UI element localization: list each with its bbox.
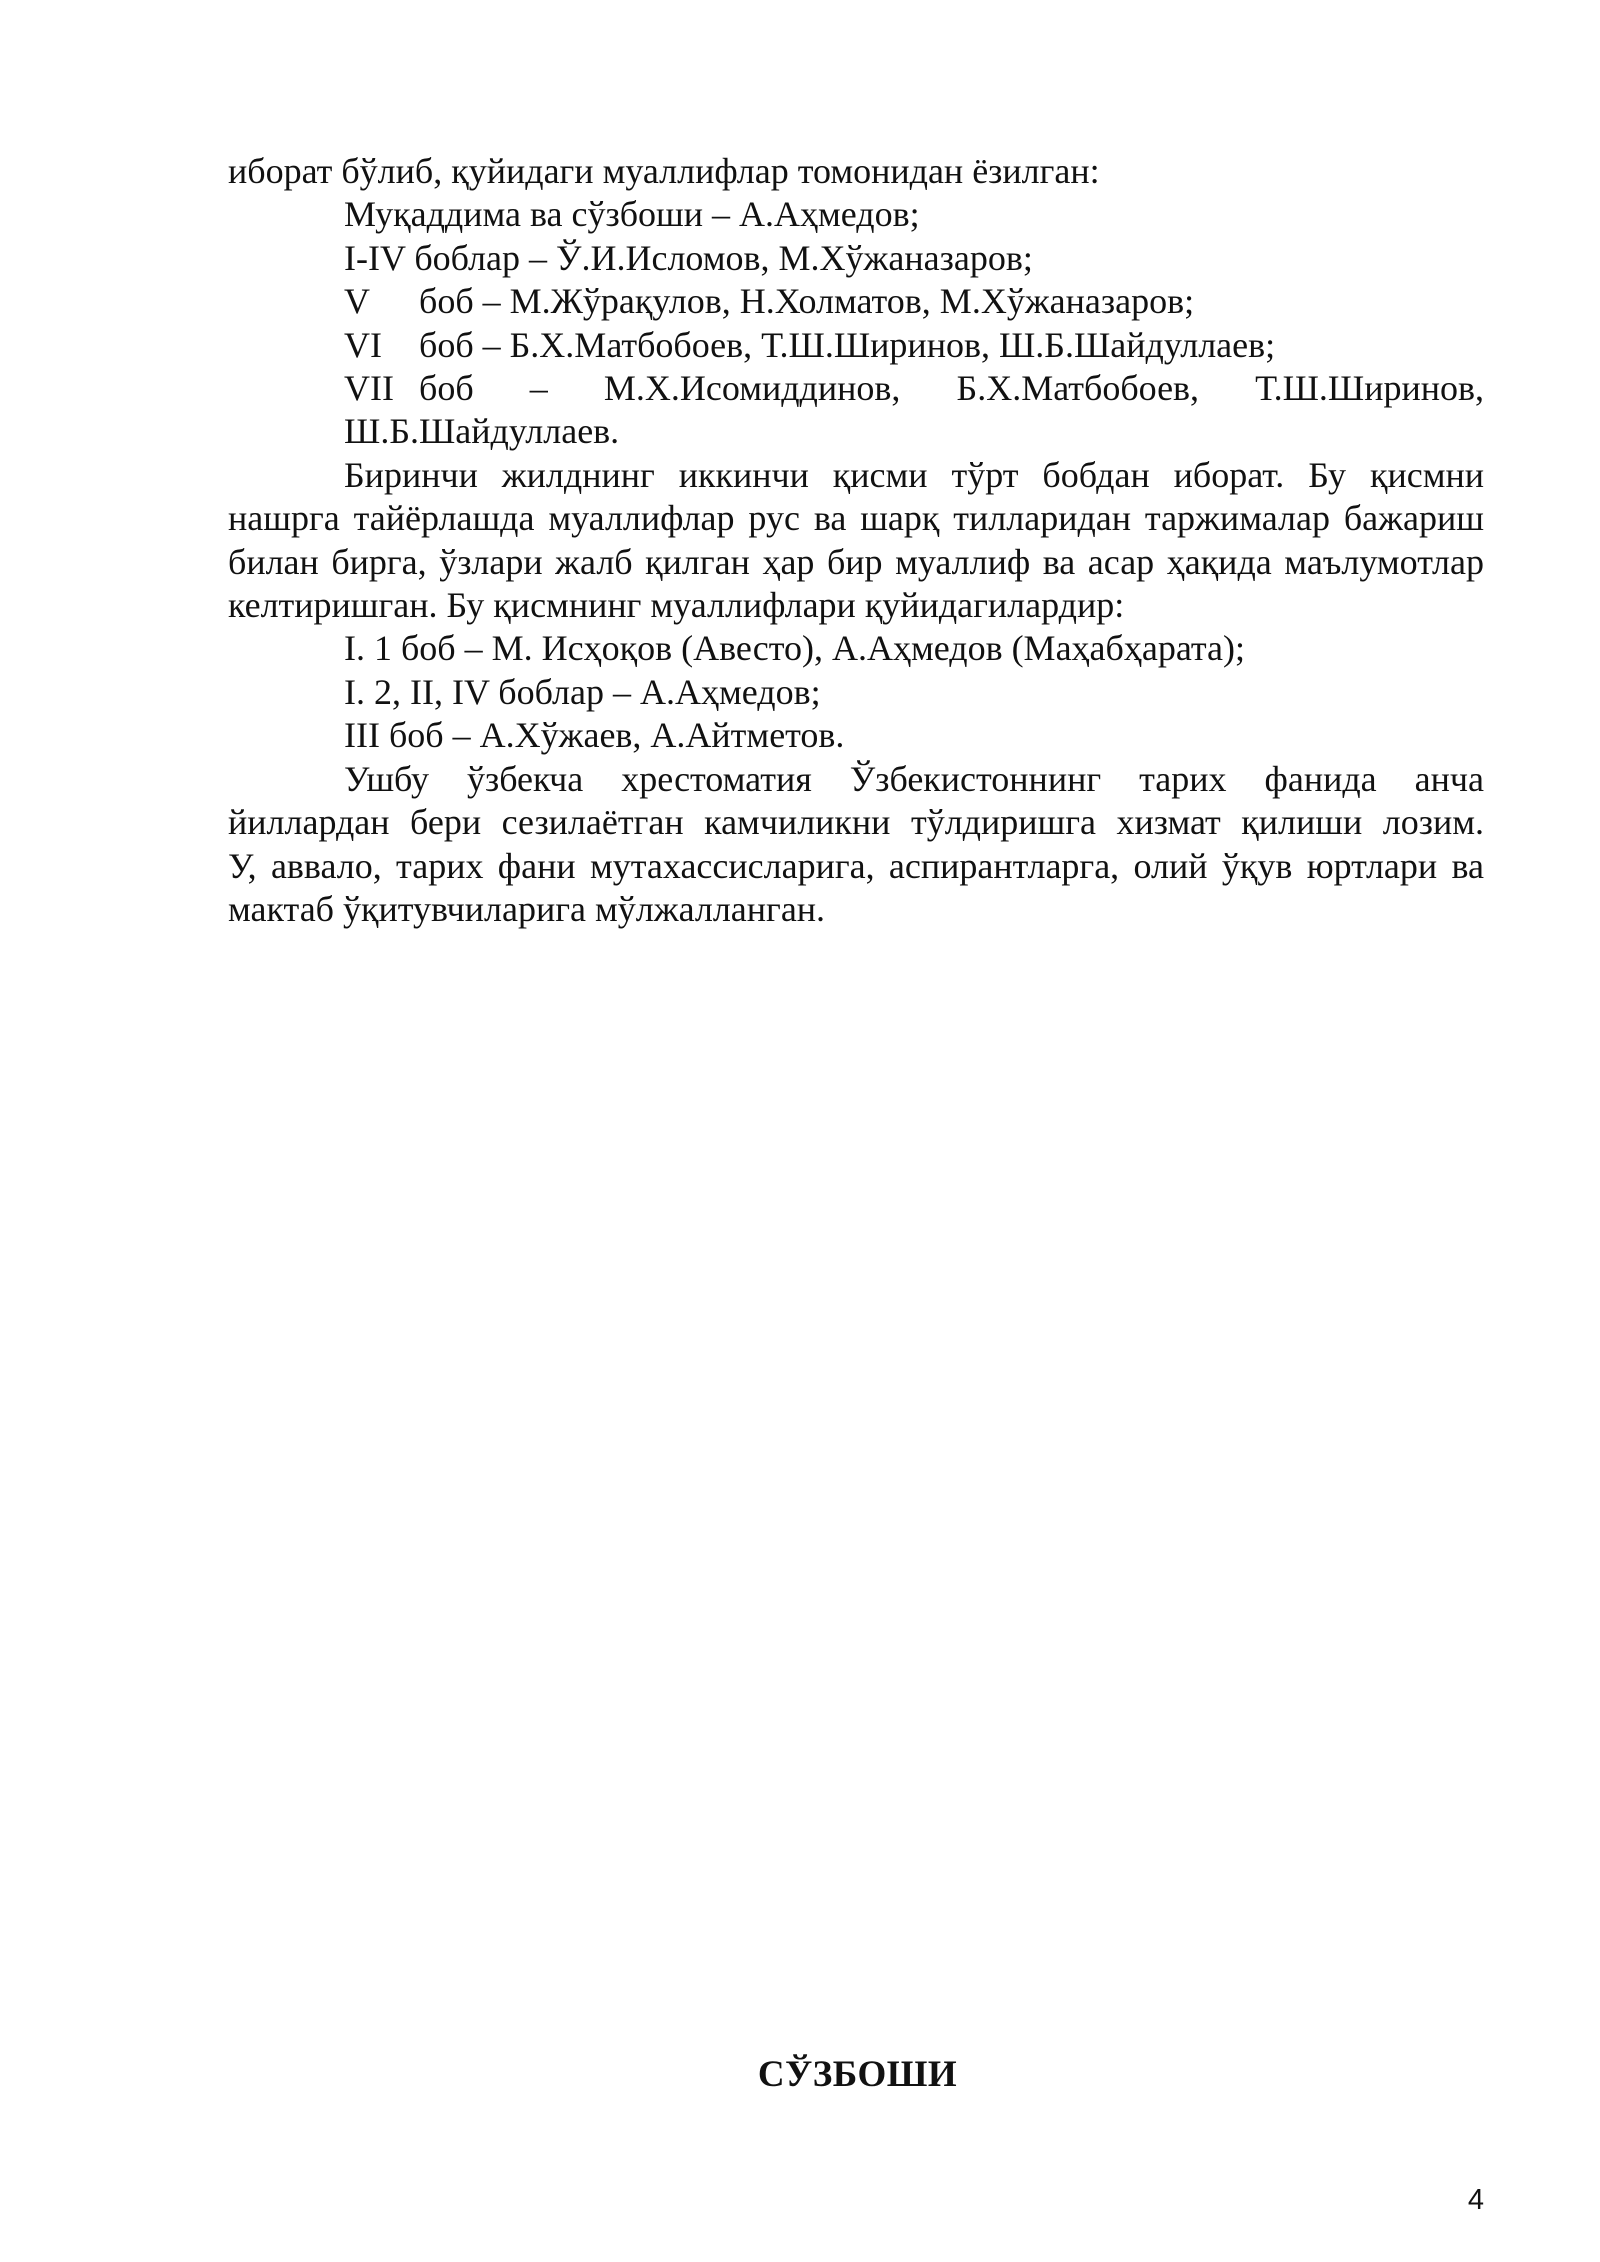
text-line: Ш.Б.Шайдуллаев. <box>344 411 620 452</box>
author-row <box>228 367 1484 410</box>
text-line: I. 2, II, IV боблар – А.Аҳмедов; <box>344 671 821 712</box>
author-row <box>228 324 1484 367</box>
paragraph-line: Биринчи жилднинг иккинчи қисми тўрт бобдан иборат. Бу қисмни <box>344 454 1484 495</box>
paragraph-line: нашрга тайёрлашда муаллифлар рус ва шарқ тилларидан таржималар бажариш <box>228 498 1484 539</box>
paragraph-line: келтиришган. Бу қисмнинг муаллифлари қуйидагилардир: <box>228 585 1125 626</box>
text-line: III боб – А.Хўжаев, А.Айтметов. <box>344 715 845 756</box>
paragraph-line: йиллардан бери сезилаётган камчиликни тўлдиришга хизмат қилиши лозим. <box>228 802 1484 843</box>
text-line: иборат бўлиб, қуйидаги муаллифлар томонидан ёзилган: <box>228 151 1100 191</box>
chapter-numeral: VII <box>344 368 394 409</box>
author-row <box>228 280 1484 323</box>
body-text <box>228 150 1484 931</box>
paragraph-line: билан бирга, ўзлари жалб қилган ҳар бир муаллиф ва асар ҳақида маълумотлар <box>228 541 1484 582</box>
text-line: I-IV боблар – Ў.И.Исломов, М.Хўжаназаров; <box>344 237 1033 278</box>
text-line: Муқаддима ва сўзбоши – А.Аҳмедов; <box>344 194 920 235</box>
chapter-numeral: VI <box>344 324 382 365</box>
chapter-authors: боб – Б.Х.Матбобоев, Т.Ш.Ширинов, Ш.Б.Шайдуллаев; <box>419 324 1276 365</box>
chapter-authors: боб – М.Жўрақулов, Н.Холматов, М.Хўжаназаров; <box>419 281 1195 322</box>
paragraph-line: У, аввало, тарих фани мутахассисларига, аспирантларга, олий ўқув юртлари ва <box>228 845 1484 886</box>
page-number: 4 <box>1467 2184 1484 2216</box>
section-title: СЎЗБОШИ <box>757 2054 958 2095</box>
text-line: I. 1 боб – М. Исҳоқов (Авесто), А.Аҳмедов (Маҳабҳарата); <box>344 628 1246 669</box>
paragraph-line: Ушбу ўзбекча хрестоматия Ўзбекистоннинг тарих фанида анча <box>344 758 1484 799</box>
chapter-numeral: V <box>344 281 370 322</box>
paragraph-line: мактаб ўқитувчиларига мўлжалланган. <box>228 888 826 929</box>
chapter-authors: боб – М.Х.Исомиддинов, Б.Х.Матбобоев, Т.Ш.Ширинов, <box>419 368 1484 409</box>
